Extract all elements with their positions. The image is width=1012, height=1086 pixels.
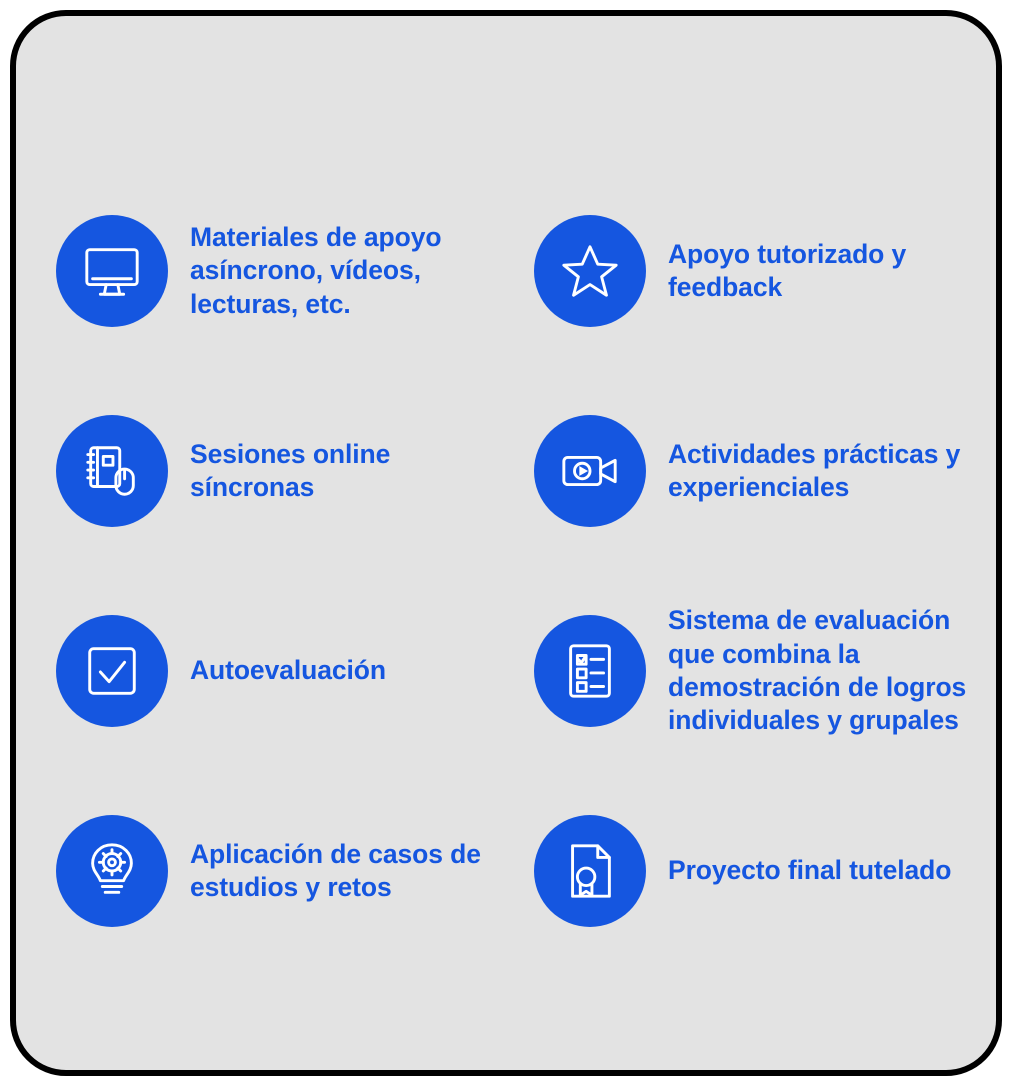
checklist-clipboard-icon — [534, 615, 646, 727]
feature-label: Autoevaluación — [190, 655, 386, 686]
certificate-document-icon — [534, 815, 646, 927]
infographic-card — [10, 10, 1002, 1076]
feature-label: Proyecto final tutelado — [668, 855, 952, 886]
lightbulb-gear-icon — [56, 815, 168, 927]
video-camera-play-icon — [534, 415, 646, 527]
feature-item — [56, 571, 490, 771]
feature-item — [56, 371, 490, 571]
feature-item — [534, 571, 968, 771]
feature-item — [534, 771, 968, 971]
feature-item — [534, 371, 968, 571]
desktop-monitor-icon — [56, 215, 168, 327]
feature-label: Sistema de evaluación que combina la demostración de logros individuales y grupales — [668, 605, 967, 736]
star-icon — [534, 215, 646, 327]
feature-item — [534, 171, 968, 371]
feature-label: Actividades prácticas y experienciales — [668, 438, 961, 502]
feature-item — [56, 171, 490, 371]
features-grid — [56, 171, 968, 971]
checkbox-check-icon — [56, 615, 168, 727]
notebook-mouse-icon — [56, 415, 168, 527]
feature-label: Apoyo tutorizado y feedback — [668, 238, 907, 302]
feature-label: Sesiones online síncronas — [190, 438, 391, 502]
feature-item — [56, 771, 490, 971]
feature-label: Aplicación de casos de estudios y retos — [190, 838, 481, 902]
feature-label: Materiales de apoyo asíncrono, vídeos, lecturas, etc. — [190, 221, 442, 319]
